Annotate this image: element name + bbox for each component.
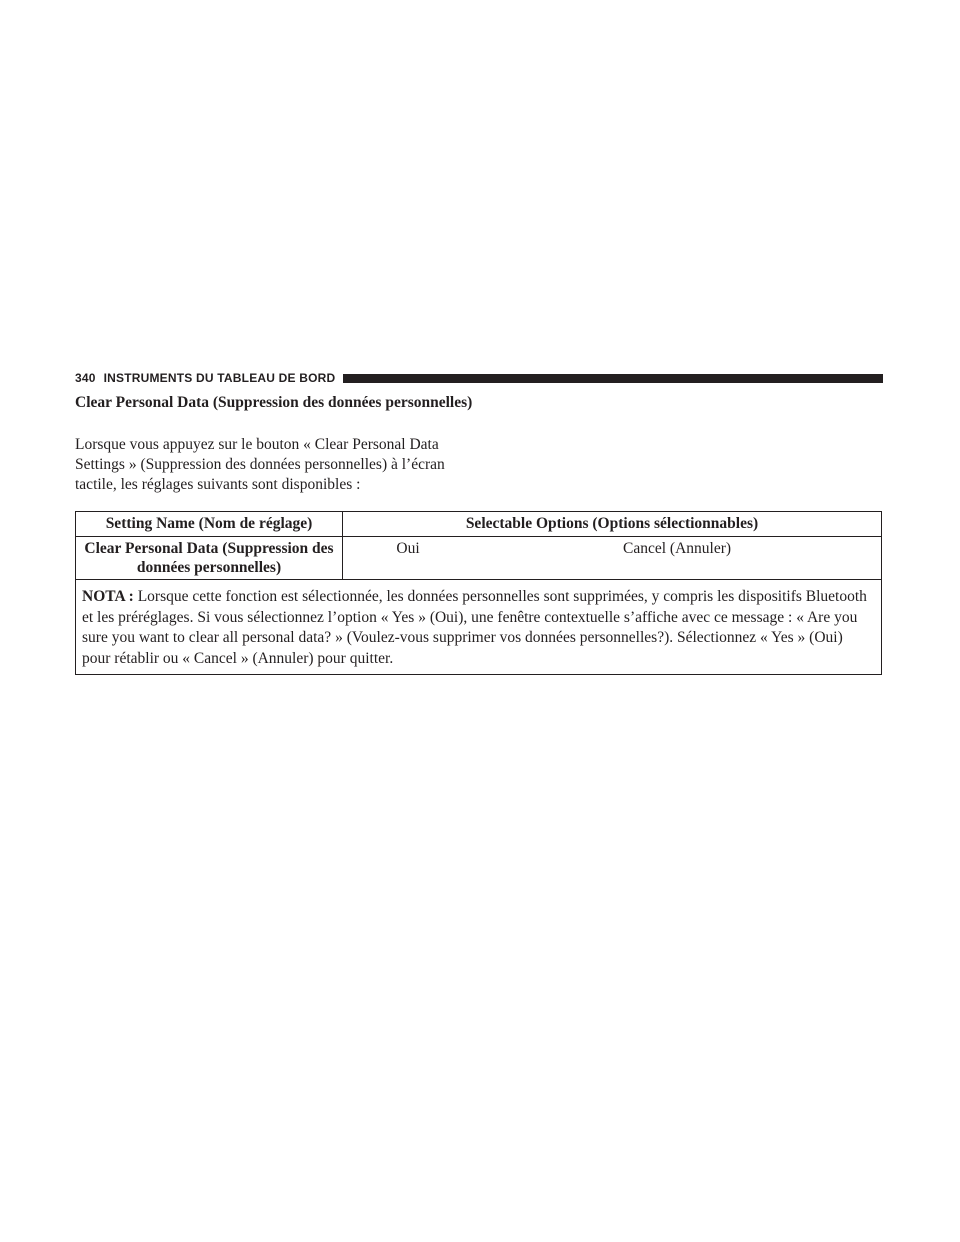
- note-row: [76, 580, 882, 675]
- settings-table: [75, 511, 882, 675]
- intro-paragraph: Lorsque vous appuyez sur le bouton « Clear Personal Data Settings » (Suppression des données personnelles) à l’écran tactile, les réglages suivants sont disponibles :: [75, 436, 445, 493]
- setting-name-cell: Clear Personal Data (Suppression des données personnelles): [76, 537, 343, 580]
- note-text: Lorsque cette fonction est sélectionnée, les données personnelles sont supprimées, y compris les dispositifs Bluetooth et les préréglages. Si vous sélectionnez l’option « Yes » (Oui), une fenêtre contextuelle s’affiche avec ce message : « Are you sure you want to clear all personal data? » (Voulez-vous supprimer vos données personnelles?). Sélectionnez « Yes » (Oui) pour rétablir ou « Cancel » (Annuler) pour quitter.: [82, 588, 867, 667]
- note-cell: [76, 580, 882, 675]
- table-header-row: [76, 512, 882, 537]
- table-row: [76, 537, 882, 580]
- header-rule: [343, 374, 883, 383]
- page-number: 340: [75, 371, 96, 385]
- section-heading: Clear Personal Data (Suppression des données personnelles): [75, 394, 473, 411]
- option-cell-cancel: Cancel (Annuler): [473, 537, 881, 580]
- column-header-setting-name: Setting Name (Nom de réglage): [76, 512, 343, 537]
- page-header: [75, 370, 883, 386]
- note-label: NOTA :: [82, 588, 134, 605]
- option-cell-oui: Oui: [343, 537, 474, 580]
- section-title: INSTRUMENTS DU TABLEAU DE BORD: [103, 371, 336, 385]
- column-header-selectable-options: Selectable Options (Options sélectionnables): [343, 512, 882, 537]
